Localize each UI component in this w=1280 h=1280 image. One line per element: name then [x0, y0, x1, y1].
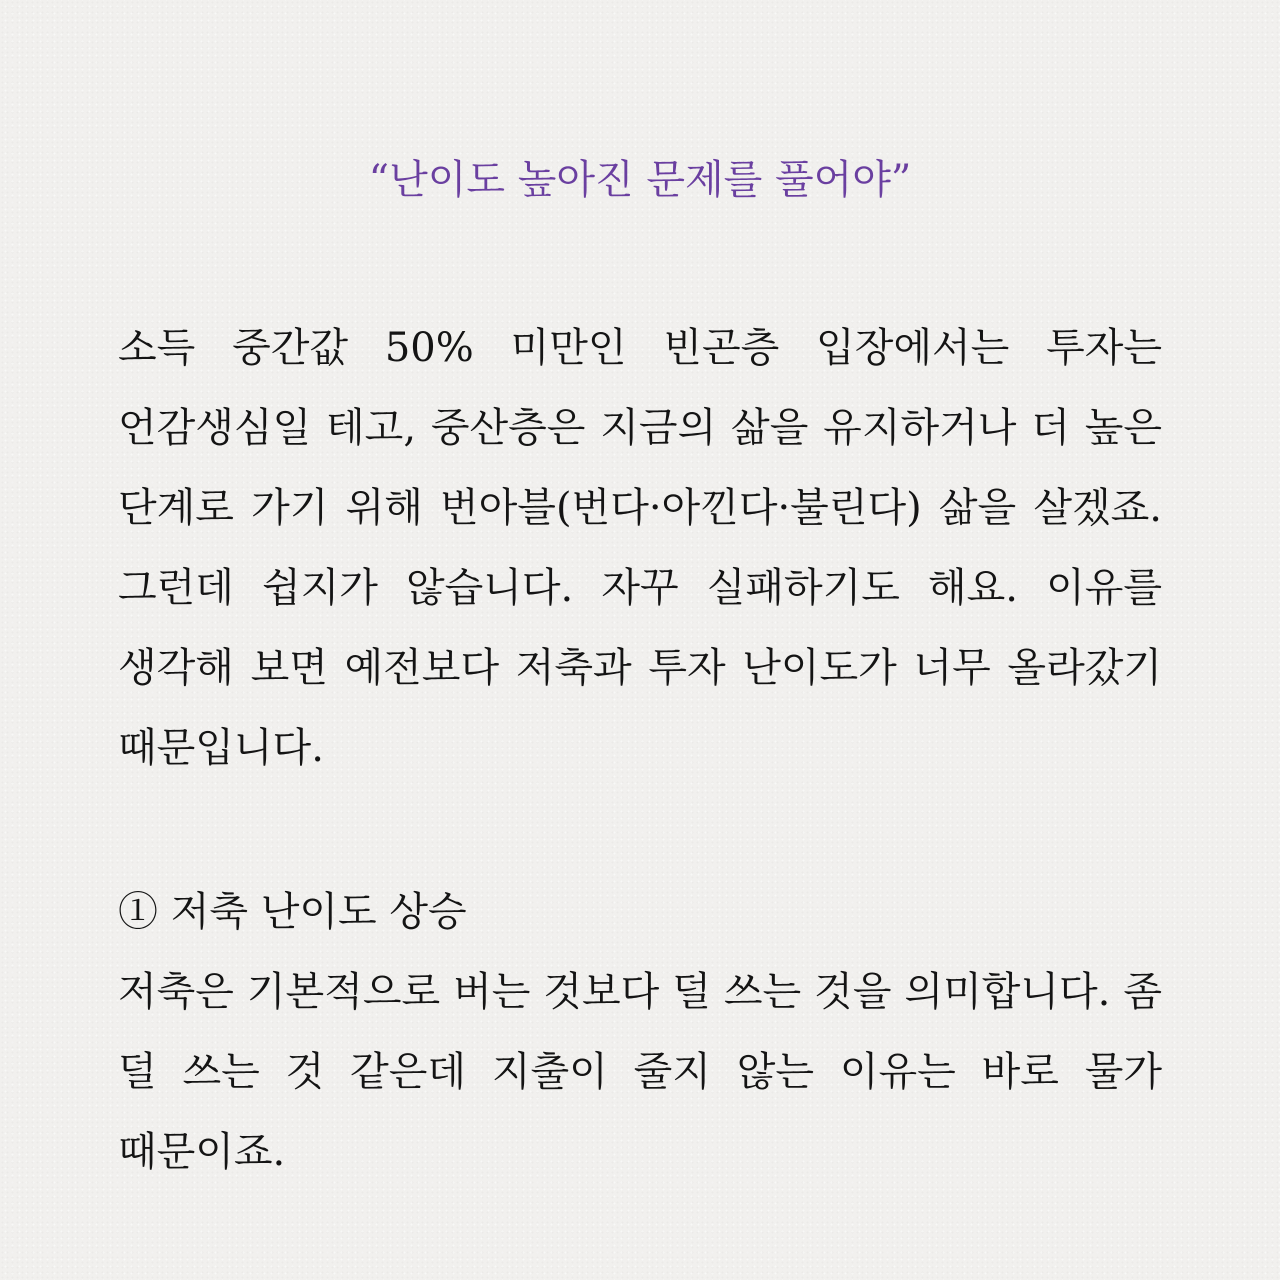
body-paragraph: 소득 중간값 50% 미만인 빈곤층 입장에서는 투자는 언감생심일 테고, 중산층은 지금의 삶을 유지하거나 더 높은 단계로 가기 위해 번아블(번다·아낀다·불린다) 삶을 살겠죠. 그런데 쉽지가 않습니다. 자꾸 실패하기도 해요. 이유를 생각해 보면 예전보다 저축과 투자 난이도가 너무 올라갔기 때문입니다.	[118, 325, 1162, 771]
section-heading: ① 저축 난이도 상승	[118, 889, 467, 935]
quote-title: “난이도 높아진 문제를 풀어야”	[368, 157, 912, 203]
section-paragraph: 저축은 기본적으로 버는 것보다 덜 쓰는 것을 의미합니다. 좀 덜 쓰는 것 같은데 지출이 줄지 않는 이유는 바로 물가 때문이죠.	[118, 969, 1162, 1175]
